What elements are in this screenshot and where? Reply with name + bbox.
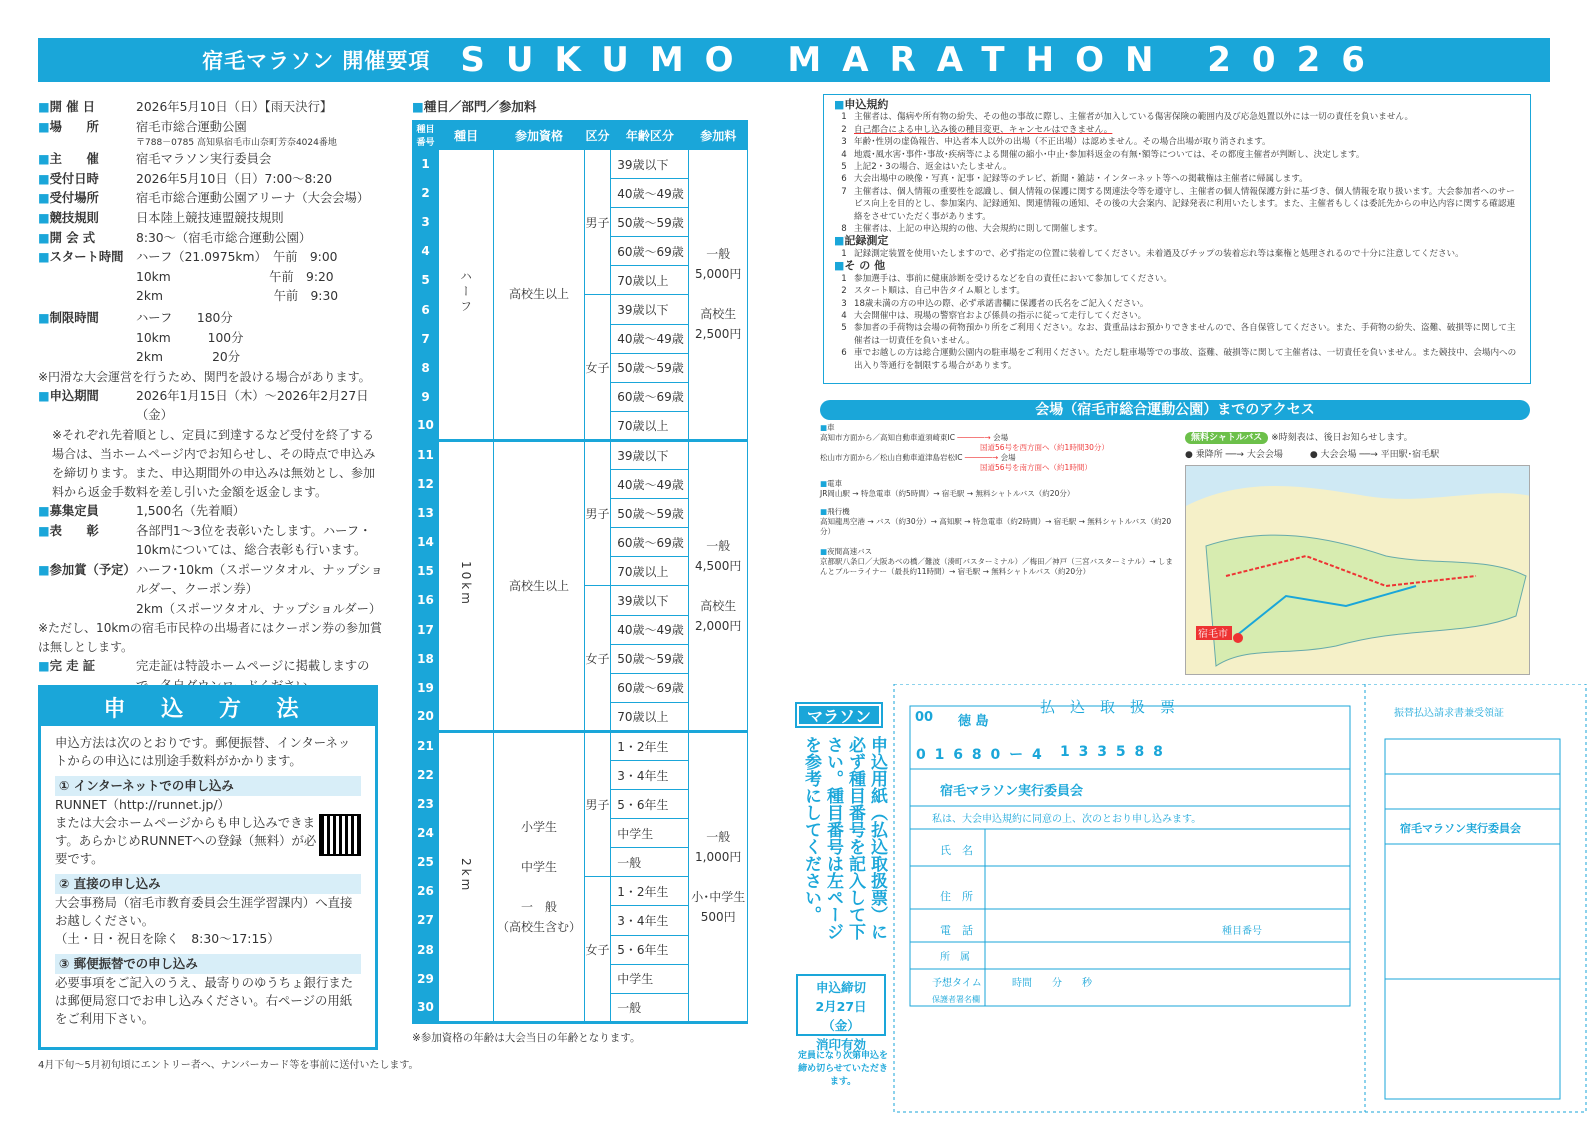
deadline-box: 申込締切 2月27日（金） 消印有効 (796, 974, 886, 1036)
table-row: 10 70歳以上 (413, 411, 748, 440)
table-row: 18 50歳～59歳 (413, 644, 748, 673)
form-instruction: 申込用紙（払込取扱票）に必ず種目番号を記入して下さい。種目番号は左ページを参考にしてください。 (801, 736, 887, 940)
rule-item: 3 年齢･性別の虚偽報告、申込者本人以外の出場（不正出場）は認めません。その場合出場が取り消されます。 (841, 137, 1271, 148)
form-title: 払 込 取 扱 票 (1040, 698, 1176, 716)
name-field[interactable] (990, 832, 1220, 864)
info-row: ■ 開 催 日 2026年5月10日（日）【雨天決行】 (38, 98, 383, 118)
table-row: 3 50歳～59歳 (413, 208, 748, 237)
table-row: 26 女子 1・2年生 (413, 877, 748, 906)
award: ■ 表 彰 各部門1～3位を表彰いたします。ハーフ・10kmについては、総合表彰も行います。 (38, 522, 383, 561)
rule-item: 2 スタート順は、自己申告タイム順とします。 (841, 286, 1026, 297)
info-row: ■ 主 催 宿毛マラソン実行委員会 (38, 150, 383, 170)
access-map (1185, 465, 1530, 675)
table-row: 7 40歳～49歳 (413, 324, 748, 353)
start-time: ■ スタート時間 ハーフ（21.0975km） 午前 9:00 10km 午前 9:20 2km 午前 9:30 (38, 248, 383, 307)
event-number-field[interactable] (1280, 912, 1345, 940)
table-row: 4 60歳～69歳 (413, 237, 748, 266)
limit-note: ※円滑な大会運営を行うため、関門を設ける場合があります。 (38, 369, 371, 384)
rule-item: 5 参加者の手荷物は会場の荷物預かり所をご利用ください。なお、貴重品はお預かりできませんので、各自保管してください。また、手荷物の紛失、盗難、破損等に関して主催者は一切責任を負いません。 (841, 323, 1516, 346)
finish-cert: ■ 完 走 証 完走証は特設ホームページに掲載しますの (38, 657, 383, 696)
info-row: ■ 競技規則 日本陸上競技連盟競技規則 (38, 209, 383, 229)
table-row: 23 5・6年生 (413, 790, 748, 819)
rule-item: 4 地震･風水害･事件･事故･疾病等による開催の縮小･中止･参加料返金の有無･額等については、その都度主催者が判断し、決定します。 (841, 149, 1365, 160)
event-info: ■ 開 催 日 2026年5月10日（日）【雨天決行】 ■ 場 所 宿毛市総合運動公園 〒788－0785 高知県宿毛市山奈町芳奈4024番地 ■ 主 催 宿毛マラソン実行委員会 ■ 受付日時 2026年5月10日（日）7:00～8:20 ■ 受付場所 宿毛市総合運動公園アリーナ（大会会場） ■ 競技規則 日本陸上競技連盟競技規則 ■ 開 会 式 8:30～（宿毛市総合運動公園） ■ スタート時間 ハーフ（21.0975km） 午前 9:00 10km 午前 9:20 2km 午前 9:30 ■ 制限時間 ハーフ 180分 10km 100分 2km 20分 ※円滑な大会運営を行うため、関門を設ける場合があります。 ■ 申込期間 2026年1月15日（木）～2026年2月27日（金） ※それぞれ先着順とし、定員に到達するなど受付を終了する場合は、当ホームページ内でお知らせし、その時点で申込みを締切ります。また、申込期間外の申込みは無効とし、参加料から返金手数料を差し引いた金額を返金します。 ■ 募集定員 1,500名（先着順） ■ 表 彰 各部門1～3位を表彰いたします。ハーフ・10kmについては、総合表彰も行います。 ■ 参加賞（予定） ハーフ･10km（スポーツタオル、ナップショルダー、クーポン券） 2km（スポーツタオル、ナップショルダー） ※ただし、10kmの宿毛市民枠の出場者にはクーポン券の参加賞は無しとします。 ■ 完 走 証 完走証は特設ホームページに掲載しますの (38, 98, 383, 697)
info-row: ■ 受付日時 2026年5月10日（日）7:00～8:20 (38, 170, 383, 190)
header-title-en: SUKUMO MARATHON 2026 (460, 40, 1386, 80)
table-row: 13 50歳～59歳 (413, 499, 748, 528)
map-city-label: 宿毛市 (1198, 629, 1228, 640)
table-row: 14 60歳～69歳 (413, 528, 748, 557)
rule-item: 2 自己都合による申し込み後の種目変更、キャンセルはできません。 (841, 124, 1113, 135)
payment-form: マラソン 申込用紙（払込取扱票）に必ず種目番号を記入して下さい。種目番号は左ページを参考にしてください。 申込締切 2月27日（金） 消印有効 定員になり次第申込を締め切らせていただきます。 払 込 取 扱 票 00 徳 島 0 1 6 8 0 ー 4 1 3 3 5 8 8 宿毛マラソン実行委員会 私は、大会申込規約に同意の上、次のとおり申し込みます。 氏 名 住 所 電 話 種目番号 所 属 予想タイム 時間 分 秒 保護者署名欄 振替払込請求書兼受領証 宿毛マラソン実行委員会 (790, 684, 1588, 1114)
table-note: ※参加資格の年齢は大会当日の年齢となります。 (412, 1032, 641, 1044)
rule-item: 1 参加選手は、事前に健康診断を受けるなどを自の責任において参加してください。 (841, 273, 1172, 284)
apply-period: ■ 申込期間 2026年1月15日（木）～2026年2月27日（金） (38, 387, 383, 426)
table-row: 30 一般 (413, 993, 748, 1022)
internet-title: ① インターネットでの申し込み (55, 776, 361, 796)
runnet-link[interactable]: RUNNET（http://runnet.jp/） (55, 797, 230, 812)
access-title: 会場（宿毛市総合運動公園）までのアクセス (820, 400, 1530, 420)
table-row: 22 3・4年生 (413, 760, 748, 789)
info-row: ■ 場 所 宿毛市総合運動公園 〒788－0785 高知県宿毛市山奈町芳奈4024番地 (38, 118, 383, 151)
time-limit: ■ 制限時間 ハーフ 180分 10km 100分 2km 20分 (38, 309, 383, 368)
application-method-box: 申 込 方 法 申込方法は次のとおりです。郵便振替、インターネットからの申込には別途手数料がかかります。 ① インターネットでの申し込み RUNNET（http://runnet.jp/） または大会ホームページからも申し込みできます。あらかじめRUNNETへの登録（無料）が必要です。 ② 直接の申し込み 大会事務局（宿毛市教育委員会生涯学習課内）へ直接お越しください。 （土・日・祝日を除く 8:30～17:15） ③ 郵便振替での申し込み 必要事項をご記入のうえ、最寄りのゆうちょ銀行または郵便局窓口でお申し込みください。右ページの用紙をご利用下さい。 (38, 685, 378, 1050)
rule-item: 1 主催者は、傷病や所有物の紛失、その他の事故に際し、主催者が加入している傷害保険の範囲内及び応急処置以外には一切の責任を負いません。 (841, 112, 1414, 123)
table-row: 6 女子 39歳以下 (413, 295, 748, 324)
info-row: ■ 受付場所 宿毛市総合運動公園アリーナ（大会会場） (38, 189, 383, 209)
rule-item: 1 記録測定装置を使用いたしますので、必ず指定の位置に装着してください。未着過及びチップの装着忘れ等は棄権と処理されるので十分に注意してください。 (841, 248, 1464, 259)
table-row: 17 40歳～49歳 (413, 615, 748, 644)
account-holder: 宿毛マラソン実行委員会 (940, 784, 1084, 799)
rule-item: 6 車でお越しの方は総合運動公園内の駐車場をご利用ください。ただし駐車場等での事故、盗難、破損等に関して主催者は、一切責任を負いません。また競技中、会場内への出入り等通行を制限する場合があります。 (841, 348, 1517, 371)
address-field[interactable] (990, 868, 1345, 908)
method-title: 申 込 方 法 (41, 688, 375, 726)
table-row: 20 70歳以上 (413, 702, 748, 731)
receipt-title: 振替払込請求書兼受領証 (1394, 708, 1504, 719)
table-row: 27 3・4年生 (413, 906, 748, 935)
table-row: 21 2km 小学生 中学生 一 般 （高校生含む） 男子 1・2年生 一般 1,000円 小･中学生 500円 (413, 731, 748, 760)
table-row: 19 60歳～69歳 (413, 673, 748, 702)
rule-item: 4 大会開催中は、現場の警察官および係員の指示に従って走行してください。 (841, 310, 1147, 321)
table-row: 29 中学生 (413, 964, 748, 993)
marathon-badge: マラソン (795, 702, 883, 728)
rules-box: ■ 申込規約 1 主催者は、傷病や所有物の紛失、その他の事故に際し、主催者が加入している傷害保険の範囲内及び応急処置以外には一切の責任を負いません。 2 自己都合による申し込み後の種目変更、キャンセルはできません。 3 年齢･性別の虚偽報告、申込者本人以外の出場（不正出場）は認めません。その場合出場が取り消されます。 4 地震･風水害･事件･事故･疾病等による開催の縮小･中止･参加料返金の有無･額等については、その都度主催者が判断し、決定します。 5 上記2・3の場合、返金はいたしません。 6 大会出場中の映像・写真・記事・記録等のテレビ、新聞・雑誌・インターネット等への掲載権は主催者に帰属します。 7 主催者は、個人情報の重要性を認識し、個人情報の保護に関する関連法令等を遵守し、主催者の個人情報保護方針に基づき、個人情報を取り扱います。大会参加者へのサービス向上を目的とし、参加案内、記録通知、関連情報の通知、その後の大会案内、記録発表に利用いたします。また、主催者もしくは委託先からの申込内容に関する確認連絡をさせていただく事があります。 8 主催者は、上記の申込規約の他、大会規約に則して開催します。 ■ 記録測定 1 記録測定装置を使用いたしますので、必ず指定の位置に装着してください。未着過及びチップの装着忘れ等は棄権と処理されるので十分に注意してください。 ■ そ の 他 1 参加選手は、事前に健康診断を受けるなどを自の責任において参加してください。 2 スタート順は、自己申告タイム順とします。 3 18歳未満の方の申込の際、必ず承諾書欄に保護者の氏名をご記入ください。 4 大会開催中は、現場の警察官および係員の指示に従って走行してください。 5 参加者の手荷物は会場の荷物預かり所をご利用ください。なお、貴重品はお預かりできませんので、各自保管してください。また、手荷物の紛失、盗難、破損等に関して主催者は一切責任を負いません。 6 車でお越しの方は総合運動公園内の駐車場をご利用ください。ただし駐車場等での事故、盗難、破損等に関して主催者は、一切責任を負いません。また競技中、会場内への出入り等通行を制限する場合があります。 (823, 94, 1531, 384)
table-row: 15 70歳以上 (413, 557, 748, 586)
qr-code-icon[interactable] (319, 814, 361, 856)
rule-item: 6 大会出場中の映像・写真・記事・記録等のテレビ、新聞・雑誌・インターネット等への掲載権は主催者に帰属します。 (841, 174, 1308, 185)
table-row: 24 中学生 (413, 819, 748, 848)
shuttle-info: 無料シャトルバス ※時刻表は、後日お知らせします。 ● 乗降所 ──→ 大会会場 ● 大会会場 ──→ 平田駅･宿毛駅 (1185, 433, 1440, 460)
header-title-jp: 宿毛マラソン 開催要項 (202, 49, 431, 73)
table-row: 2 40歳～49歳 (413, 179, 748, 208)
table-row: 9 60歳～69歳 (413, 382, 748, 411)
rule-item: 7 主催者は、個人情報の重要性を認識し、個人情報の保護に関する関連法令等を遵守し、主催者の個人情報保護方針に基づき、個人情報を取り扱います。大会参加者へのサービス向上を目的とし、参加案内、記録通知、関連情報の通知、その後の大会案内、記録発表に利用いたします。また、主催者もしくは委託先からの申込内容に関する確認連絡をさせていただく事があります。 (841, 186, 1516, 222)
rule-item: 5 上記2・3の場合、返金はいたしません。 (841, 162, 1012, 173)
info-row: ■ 開 会 式 8:30～（宿毛市総合運動公園） (38, 229, 383, 249)
table-row: 16 女子 39歳以下 (413, 586, 748, 615)
table-row: 5 70歳以上 (413, 266, 748, 295)
table-row: 28 5・6年生 (413, 935, 748, 964)
table-row: 12 40歳～49歳 (413, 470, 748, 499)
footer-note: 4月下旬～5月初旬頃にエントリー者へ、ナンバーカード等を事前に送付いたします。 (38, 1060, 419, 1071)
table-row: 25 一般 (413, 848, 748, 877)
table-row: 11 10km 高校生以上 男子 39歳以下 一般 4,500円 高校生 2,000円 (413, 440, 748, 469)
prize: ■ 参加賞（予定） ハーフ･10km（スポーツタオル、ナップショルダー、クーポン券） 2km（スポーツタオル、ナップショルダー） (38, 561, 383, 620)
event-table: 種目番号 種目 参加資格 区分 年齢区分 参加料 1 ハーフ 高校生以上 男子 39歳以下 一般 5,000円 高校生 2,500円 2 40歳～49歳 3 50歳～59歳 4 60歳～69歳 5 70歳以上 6 女子 39歳以下 7 40歳～49歳 8 50歳～59歳 9 60歳～69歳 10 70歳以上 11 10km 高校生以上 男子 39歳以下 一般 4,500円 高校生 2,000円 12 40歳～49歳 13 50歳～59歳 14 60歳～69歳 15 70歳以上 16 女子 39歳以下 17 40歳～49歳 18 50歳～59歳 19 60歳～69歳 20 70歳以上 21 2km 小学生 中学生 一 般 （高校生含む） 男子 1・2年生 一般 1,000円 小･中学生 500円 22 3・4年生 23 5・6年生 24 中学生 25 一般 26 女子 1・2年生 27 3・4年生 28 5・6年生 29 中学生 30 一般 (412, 120, 748, 1024)
account-number: 0 1 6 8 0 ー 4 (916, 747, 1044, 763)
rule-item: 8 主催者は、上記の申込規約の他、大会規約に則して開催します。 (841, 224, 1103, 235)
access-routes: ■車 高知市方面から／高知自動車道須崎東IC ──────→ 会場 国道56号を西方面へ（約1時間30分） 松山市方面から／松山自動車道津島岩松IC ──────→ 会場 国道56号を南方面へ（約1時間） ■電車 JR岡山駅 → 特急電車（約5時間）→ 宿毛駅 → 無料シャトルバス（約20分） ■飛行機 高知龍馬空港 → バス（約30分）→ 高知駅 → 特急電車（約2時間）→ 宿毛駅 → 無料シャトルバス（約20分） ■夜間高速バス 京都駅八条口／大阪あべの橋／難波（湊町バスターミナル）／梅田／神戸（三宮バスターミナル）→ しまんとブルーライナー（最長約11時間）→ 宿毛駅 → 無料シャトルバス（約20分） (820, 423, 1173, 576)
name-label: 氏 名 (940, 844, 973, 857)
page-header (38, 38, 1550, 82)
table-row: 8 50歳～59歳 (413, 353, 748, 382)
table-row: 1 ハーフ 高校生以上 男子 39歳以下 一般 5,000円 高校生 2,500円 (413, 150, 748, 179)
capacity: ■ 募集定員 1,500名（先着順） (38, 502, 383, 522)
rule-item: 3 18歳未満の方の申込の際、必ず承諾書欄に保護者の氏名をご記入ください。 (841, 298, 1149, 309)
table-caption: ■ 種目／部門／参加料 (412, 97, 536, 115)
phone-field[interactable] (990, 912, 1210, 940)
